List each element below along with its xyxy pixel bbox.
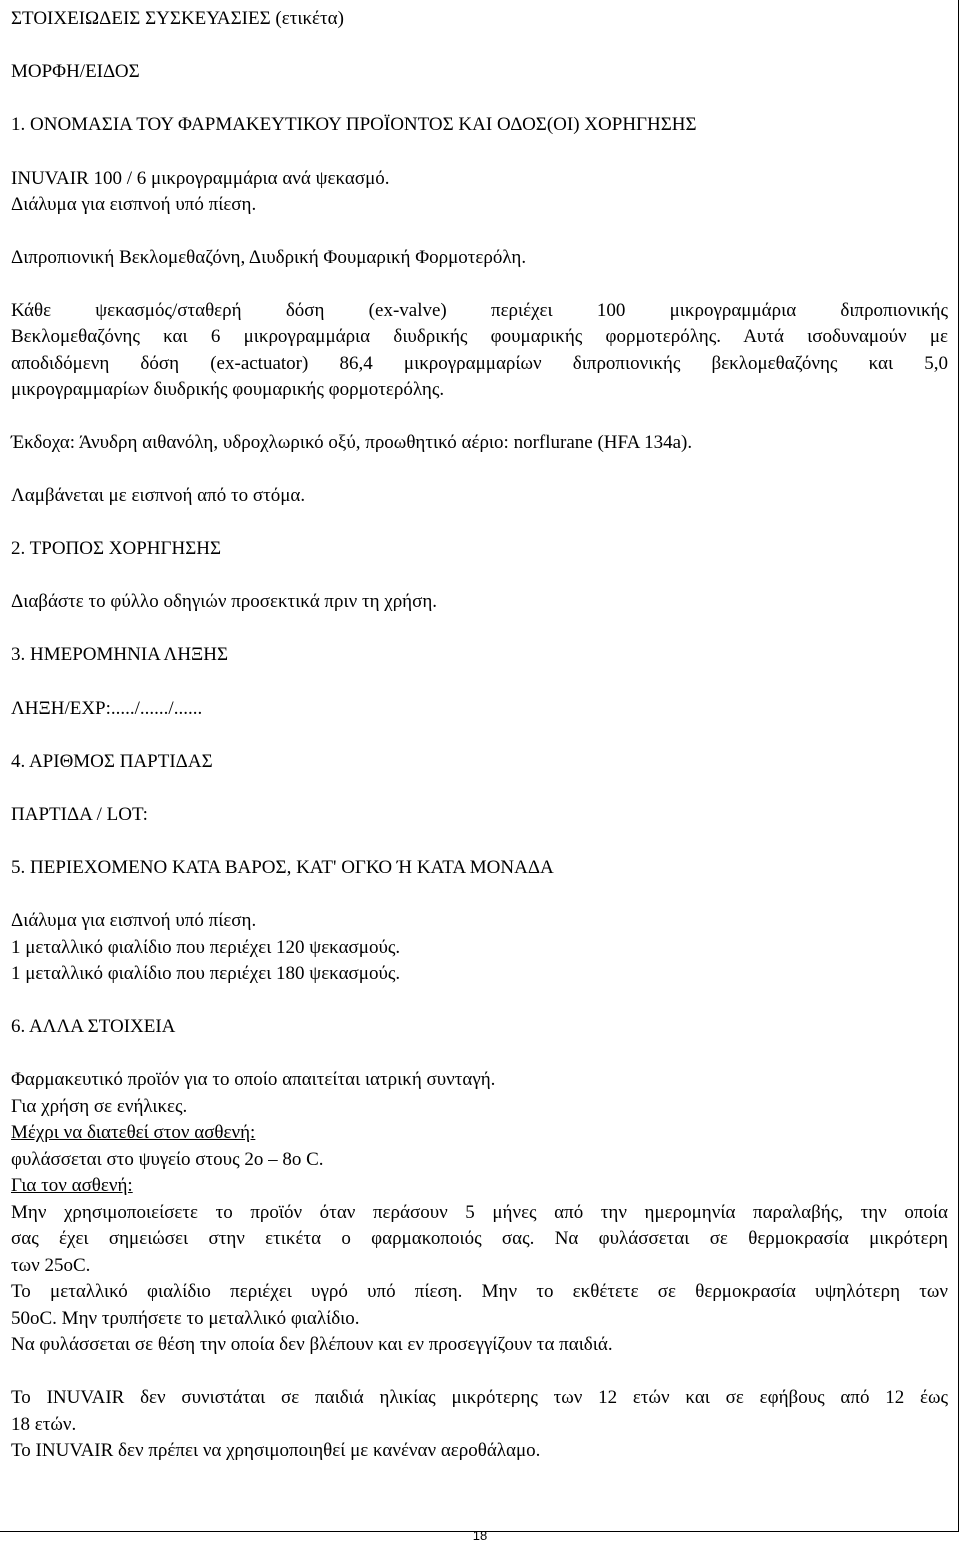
pharmaceutical-form: Διάλυμα για εισπνοή υπό πίεση.: [11, 194, 257, 215]
spacer-warning: Το INUVAIR δεν πρέπει να χρησιμοποιηθεί με κανέναν αεροθάλαμο.: [11, 1440, 541, 1461]
children-reach-warning: Να φυλάσσεται σε θέση την οποία δεν βλέπουν και εν προσεγγίζουν τα παιδιά.: [11, 1334, 613, 1355]
excipients: Έκδοχα: Άνυδρη αιθανόλη, υδροχλωρικό οξύ, προωθητικό αέριο: norflurane (HFA 134a).: [11, 432, 693, 453]
contents-form: Διάλυμα για εισπνοή υπό πίεση.: [11, 910, 257, 931]
pack-size-180: 1 μεταλλικό φιαλίδιο που περιέχει 180 ψεκασμούς.: [11, 963, 401, 984]
section-3-heading: 3. ΗΜΕΡΟΜΗΝΙΑ ΛΗΞΗΣ: [11, 644, 229, 665]
page-number: 18: [472, 1528, 488, 1543]
section-6-heading: 6. ΑΛΛΑ ΣΤΟΙΧΕΙΑ: [11, 1016, 176, 1037]
patient-use-line-3: των 25oC.: [11, 1255, 91, 1276]
leaflet-instruction: Διαβάστε το φύλλο οδηγιών προσεκτικά πριν τη χρήση.: [11, 591, 438, 612]
pack-size-120: 1 μεταλλικό φιαλίδιο που περιέχει 120 ψεκασμούς.: [11, 937, 401, 958]
dose-text-line-2: Βεκλομεθαζόνης και 6 μικρογραμμάρια διυδρικής φουμαρικής φορμοτερόλης. Αυτά ισοδυναμούν με: [11, 326, 948, 347]
section-5-heading: 5. ΠΕΡΙΕΧΟΜΕΝΟ ΚΑΤΑ ΒΑΡΟΣ, ΚΑΤ' ΟΓΚΟ Ή ΚΑΤΑ ΜΟΝΑΔΑ: [11, 857, 554, 878]
fridge-storage: φυλάσσεται στο ψυγείο στους 2ο – 8ο C.: [11, 1149, 324, 1170]
expiry-date-field: ΛΗΞΗ/EXP:...../....../......: [11, 698, 203, 719]
prescription-notice: Φαρμακευτικό προϊόν για το οποίο απαιτείται ιατρική συνταγή.: [11, 1069, 496, 1090]
age-restriction-line-2: 18 ετών.: [11, 1414, 77, 1435]
batch-number-field: ΠΑΡΤΙΔΑ / LOT:: [11, 804, 148, 825]
patient-use-line-2: σας έχει σημειώσει στην ετικέτα ο φαρμακοποιός σας. Να φυλάσσεται σε θερμοκρασία μικρότερη: [11, 1228, 948, 1249]
patient-use-line-1: Μην χρησιμοποιείσετε το προϊόν όταν περάσουν 5 μήνες από την ημερομηνία παραλαβής, την οποία: [11, 1202, 948, 1223]
section-4-heading: 4. ΑΡΙΘΜΟΣ ΠΑΡΤΙΔΑΣ: [11, 751, 213, 772]
age-restriction-line-1: Το INUVAIR δεν συνιστάται σε παιδιά ηλικίας μικρότερης των 12 ετών και σε εφήβους από 12 έως: [11, 1387, 948, 1408]
pressure-warning-line-2: 50oC. Μην τρυπήσετε το μεταλλικό φιαλίδιο.: [11, 1308, 360, 1329]
active-substances: Διπροπιονική Βεκλομεθαζόνη, Διυδρική Φουμαρική Φορμοτερόλη.: [11, 247, 527, 268]
form-type-heading: ΜΟΡΦΗ/ΕΙΔΟΣ: [11, 61, 140, 82]
for-patient-label: Για τον ασθενή:: [11, 1175, 133, 1196]
dose-text-line-4: μικρογραμμαρίων διυδρικής φουμαρικής φορμοτερόλης.: [11, 379, 445, 400]
until-dispensed-label: Μέχρι να διατεθεί στον ασθενή:: [11, 1122, 256, 1143]
route-of-administration: Λαμβάνεται με εισπνοή από το στόμα.: [11, 485, 306, 506]
product-name: INUVAIR 100 / 6 μικρογραμμάρια ανά ψεκασμό.: [11, 168, 390, 189]
document-title: ΣΤΟΙΧΕΙΩΔΕΙΣ ΣΥΣΚΕΥΑΣΙΕΣ (ετικέτα): [11, 8, 344, 29]
section-1-heading: 1. ΟΝΟΜΑΣΙΑ ΤΟΥ ΦΑΡΜΑΚΕΥΤΙΚΟΥ ΠΡΟΪΟΝΤΟΣ ΚΑΙ ΟΔΟΣ(ΟΙ) ΧΟΡΗΓΗΣΗΣ: [11, 114, 697, 135]
dose-text-line-1: Κάθε ψεκασμός/σταθερή δόση (ex-valve) περιέχει 100 μικρογραμμάρια διπροπιονικής: [11, 300, 948, 321]
dose-text-line-3: αποδιδόμενη δόση (ex-actuator) 86,4 μικρογραμμαρίων διπροπιονικής βεκλομεθαζόνης και 5,0: [11, 353, 948, 374]
section-2-heading: 2. ΤΡΟΠΟΣ ΧΟΡΗΓΗΣΗΣ: [11, 538, 222, 559]
adult-use-notice: Για χρήση σε ενήλικες.: [11, 1096, 188, 1117]
pressure-warning-line-1: Το μεταλλικό φιαλίδιο περιέχει υγρό υπό πίεση. Μην το εκθέτετε σε θερμοκρασία υψηλότερη των: [11, 1281, 948, 1302]
